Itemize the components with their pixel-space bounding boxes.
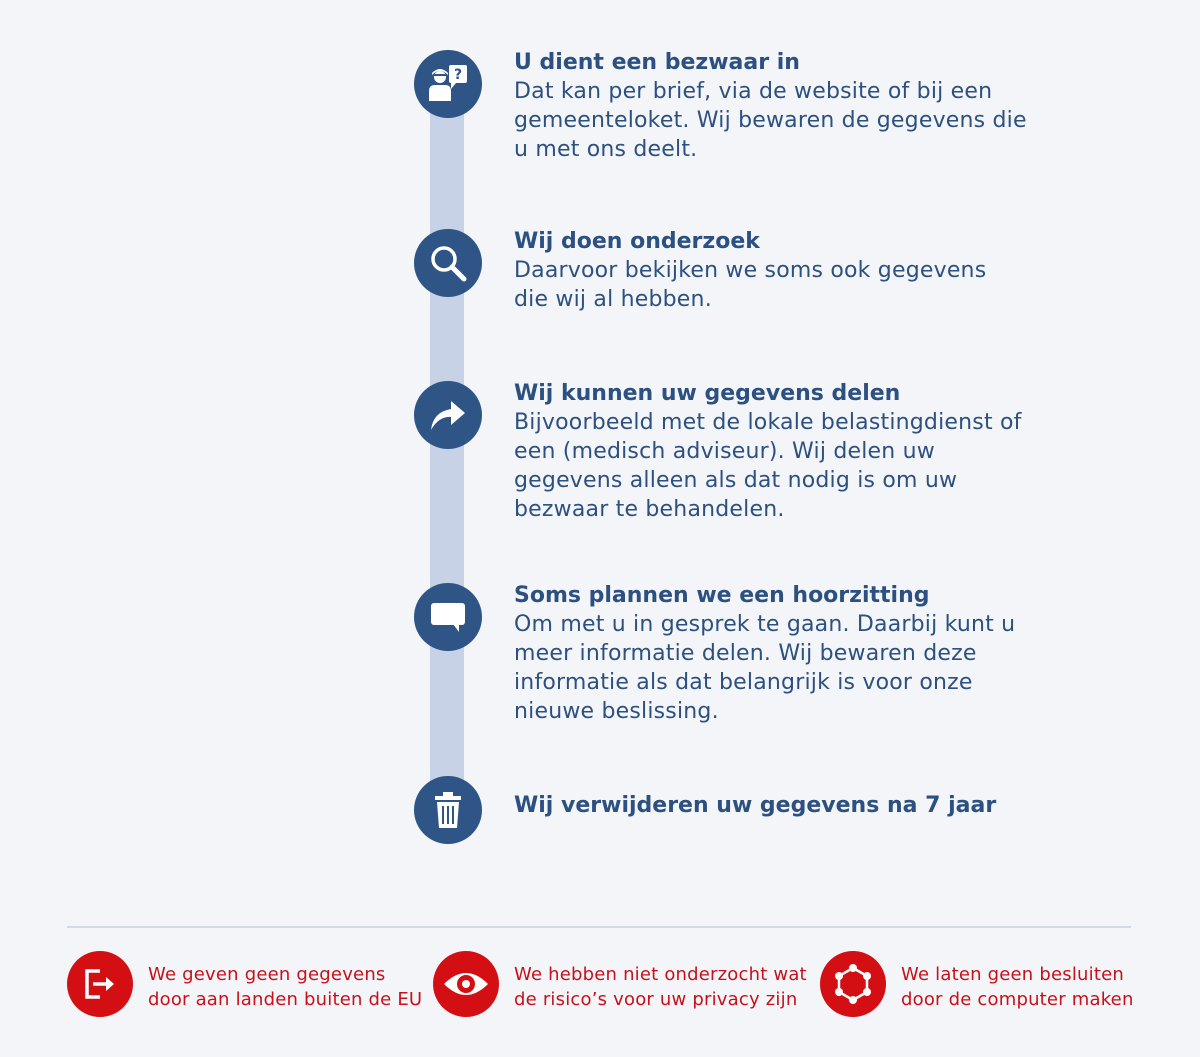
speech-bubble-icon xyxy=(414,583,482,651)
divider xyxy=(67,926,1131,928)
footer-notice-text: We hebben niet onderzocht wat de risico’s voor uw privacy zijn xyxy=(514,964,807,1010)
step-description: Daarvoor bekijken we soms ook gegevens die wij al hebben. xyxy=(514,258,987,312)
svg-text:?: ? xyxy=(453,67,463,83)
export-arrow-icon xyxy=(67,951,133,1017)
step-title: Wij kunnen uw gegevens delen xyxy=(514,381,901,406)
eye-icon xyxy=(433,951,499,1017)
step-description: Om met u in gesprek te gaan. Daarbij kunt u meer informatie delen. Wij bewaren deze informatie als dat belangrijk is voor onze nieuwe beslissing. xyxy=(514,612,1016,724)
trash-icon xyxy=(414,776,482,844)
step-title: Wij doen onderzoek xyxy=(514,229,760,254)
magnifier-icon xyxy=(414,229,482,297)
footer-notice-text: We geven geen gegevens door aan landen buiten de EU xyxy=(148,964,423,1010)
step-description: Dat kan per brief, via de website of bij een gemeenteloket. Wij bewaren de gegevens die u met ons deelt. xyxy=(514,79,1027,162)
person-question-icon xyxy=(414,50,482,118)
timeline-bar xyxy=(430,90,464,810)
network-icon xyxy=(820,951,886,1017)
step-title: Wij verwijderen uw gegevens na 7 jaar xyxy=(514,793,997,818)
step-description: Bijvoorbeeld met de lokale belastingdienst of een (medisch adviseur). Wij delen uw gegevens alleen als dat nodig is om uw bezwaar te behandelen. xyxy=(514,410,1022,522)
step-title: Soms plannen we een hoorzitting xyxy=(514,583,930,608)
step-title: U dient een bezwaar in xyxy=(514,50,800,75)
share-arrow-icon xyxy=(414,381,482,449)
footer-notice-text: We laten geen besluiten door de computer maken xyxy=(901,964,1134,1010)
